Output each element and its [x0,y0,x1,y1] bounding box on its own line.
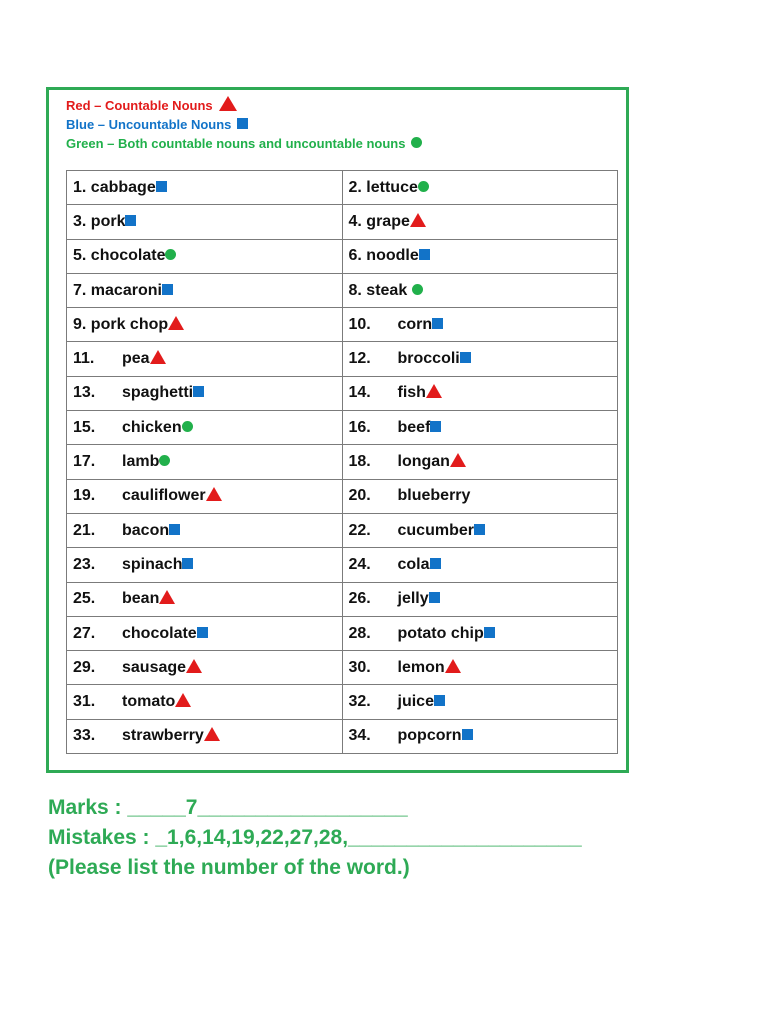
word-number: 14. [348,384,371,402]
red-triangle-icon [159,590,175,604]
blue-square-icon [125,215,136,226]
blue-square-icon [197,627,208,638]
word-number: 27. [73,624,96,642]
word-text: tomato [122,693,176,711]
word-number: 4. [348,212,362,230]
table-row [67,273,618,307]
word-text: lemon [397,658,445,676]
word-cell [342,719,618,753]
word-text: steak [366,281,412,299]
word-cell [67,651,343,685]
word-number: 7. [73,281,87,299]
legend-blue-label: Blue – Uncountable Nouns [66,117,232,132]
legend-green [66,136,422,152]
table-row [67,342,618,376]
word-cell [67,308,343,342]
green-circle-icon [165,249,176,260]
word-number: 33. [73,727,96,745]
word-cell [67,445,343,479]
word-text: pork chop [90,315,169,333]
word-text: chocolate [122,624,197,642]
blue-square-icon [484,627,495,638]
word-number: 16. [348,418,371,436]
word-text: pork [90,212,126,230]
word-text: spaghetti [122,384,194,402]
word-text: longan [397,453,450,471]
word-cell [342,445,618,479]
word-cell [67,205,343,239]
word-cell [67,376,343,410]
word-text: beef [397,418,431,436]
word-number: 25. [73,590,96,608]
word-text: fish [397,384,426,402]
word-number: 34. [348,727,371,745]
table-row [67,685,618,719]
word-number: 12. [348,350,371,368]
red-triangle-icon [219,96,237,111]
word-cell [342,513,618,547]
red-triangle-icon [206,487,222,501]
green-circle-icon [418,181,429,192]
word-text: sausage [122,658,187,676]
table-row [67,548,618,582]
word-number: 3. [73,212,87,230]
word-number: 10. [348,315,371,333]
word-text: noodle [366,247,419,265]
blue-square-icon [460,352,471,363]
blue-square-icon [430,421,441,432]
blue-square-icon [169,524,180,535]
table-row [67,445,618,479]
word-text: lamb [122,453,160,471]
word-text: cauliflower [122,487,206,505]
blue-square-icon [432,318,443,329]
word-cell [67,171,343,205]
green-circle-icon [182,421,193,432]
word-number: 13. [73,384,96,402]
blue-square-icon [474,524,485,535]
word-number: 1. [73,178,87,196]
word-cell [342,376,618,410]
word-number: 26. [348,590,371,608]
blue-square-icon [429,592,440,603]
red-triangle-icon [426,384,442,398]
legend-blue [66,117,248,133]
table-row [67,411,618,445]
green-circle-icon [411,137,422,148]
word-text: chocolate [90,247,166,265]
word-cell [67,582,343,616]
table-row [67,479,618,513]
word-cell [342,171,618,205]
word-number: 24. [348,555,371,573]
blue-square-icon [193,386,204,397]
red-triangle-icon [204,727,220,741]
legend-red [66,96,237,114]
word-cell [342,239,618,273]
word-cell [67,548,343,582]
word-text: corn [397,315,433,333]
word-number: 18. [348,453,371,471]
mistakes-line: Mistakes : _1,6,14,19,22,27,28,____________________ [48,826,582,849]
word-text: cabbage [90,178,156,196]
word-number: 28. [348,624,371,642]
word-text: spinach [122,555,183,573]
table-row [67,171,618,205]
word-text: jelly [397,590,429,608]
word-cell [67,616,343,650]
marks-line: Marks : _____7__________________ [48,796,408,819]
word-number: 11. [73,350,95,368]
word-text: cucumber [397,521,474,539]
table-row [67,616,618,650]
green-circle-icon [159,455,170,466]
table-row [67,308,618,342]
word-number: 30. [348,658,371,676]
table-row [67,205,618,239]
blue-square-icon [434,695,445,706]
word-cell [342,651,618,685]
word-number: 8. [348,281,362,299]
table-row [67,376,618,410]
word-number: 31. [73,693,96,711]
word-text: bean [122,590,160,608]
blue-square-icon [156,181,167,192]
word-number: 29. [73,658,96,676]
blue-square-icon [462,729,473,740]
word-number: 6. [348,247,362,265]
word-text: grape [366,212,410,230]
word-text: juice [397,693,434,711]
table-row [67,239,618,273]
word-number: 15. [73,418,96,436]
word-text: bacon [122,521,170,539]
word-cell [67,273,343,307]
word-cell [342,205,618,239]
word-text: potato chip [397,624,484,642]
word-cell [67,513,343,547]
word-cell [342,411,618,445]
word-text: popcorn [397,727,462,745]
word-number: 22. [348,521,371,539]
word-number: 21. [73,521,96,539]
word-text: chicken [122,418,182,436]
word-cell [342,548,618,582]
word-text: broccoli [397,350,460,368]
word-number: 19. [73,487,96,505]
word-text: strawberry [122,727,204,745]
word-cell [342,582,618,616]
instruction-note: (Please list the number of the word.) [48,856,410,879]
word-number: 20. [348,487,371,505]
green-circle-icon [412,284,423,295]
red-triangle-icon [186,659,202,673]
word-cell [67,685,343,719]
word-number: 2. [348,178,362,196]
table-row [67,719,618,753]
blue-square-icon [182,558,193,569]
blue-square-icon [419,249,430,260]
word-cell [67,411,343,445]
word-text: blueberry [397,487,471,505]
red-triangle-icon [168,316,184,330]
word-text: cola [397,555,430,573]
legend-green-label: Green – Both countable nouns and uncountable nouns [66,136,406,151]
blue-square-icon [430,558,441,569]
word-number: 17. [73,453,96,471]
blue-square-icon [162,284,173,295]
word-number: 9. [73,315,87,333]
word-cell [67,342,343,376]
word-cell [342,685,618,719]
word-cell [342,479,618,513]
word-text: lettuce [366,178,418,196]
word-table [66,170,618,754]
word-cell [67,719,343,753]
word-text: pea [122,350,150,368]
word-cell [342,616,618,650]
table-row [67,513,618,547]
red-triangle-icon [410,213,426,227]
word-cell [342,342,618,376]
red-triangle-icon [150,350,166,364]
legend-red-label: Red – Countable Nouns [66,98,213,113]
word-text: macaroni [90,281,162,299]
blue-square-icon [237,118,248,129]
word-cell [342,308,618,342]
table-row [67,582,618,616]
word-cell [67,479,343,513]
word-cell [342,273,618,307]
red-triangle-icon [445,659,461,673]
red-triangle-icon [450,453,466,467]
table-row [67,651,618,685]
word-number: 23. [73,555,96,573]
word-number: 32. [348,693,371,711]
red-triangle-icon [175,693,191,707]
word-number: 5. [73,247,87,265]
word-cell [67,239,343,273]
